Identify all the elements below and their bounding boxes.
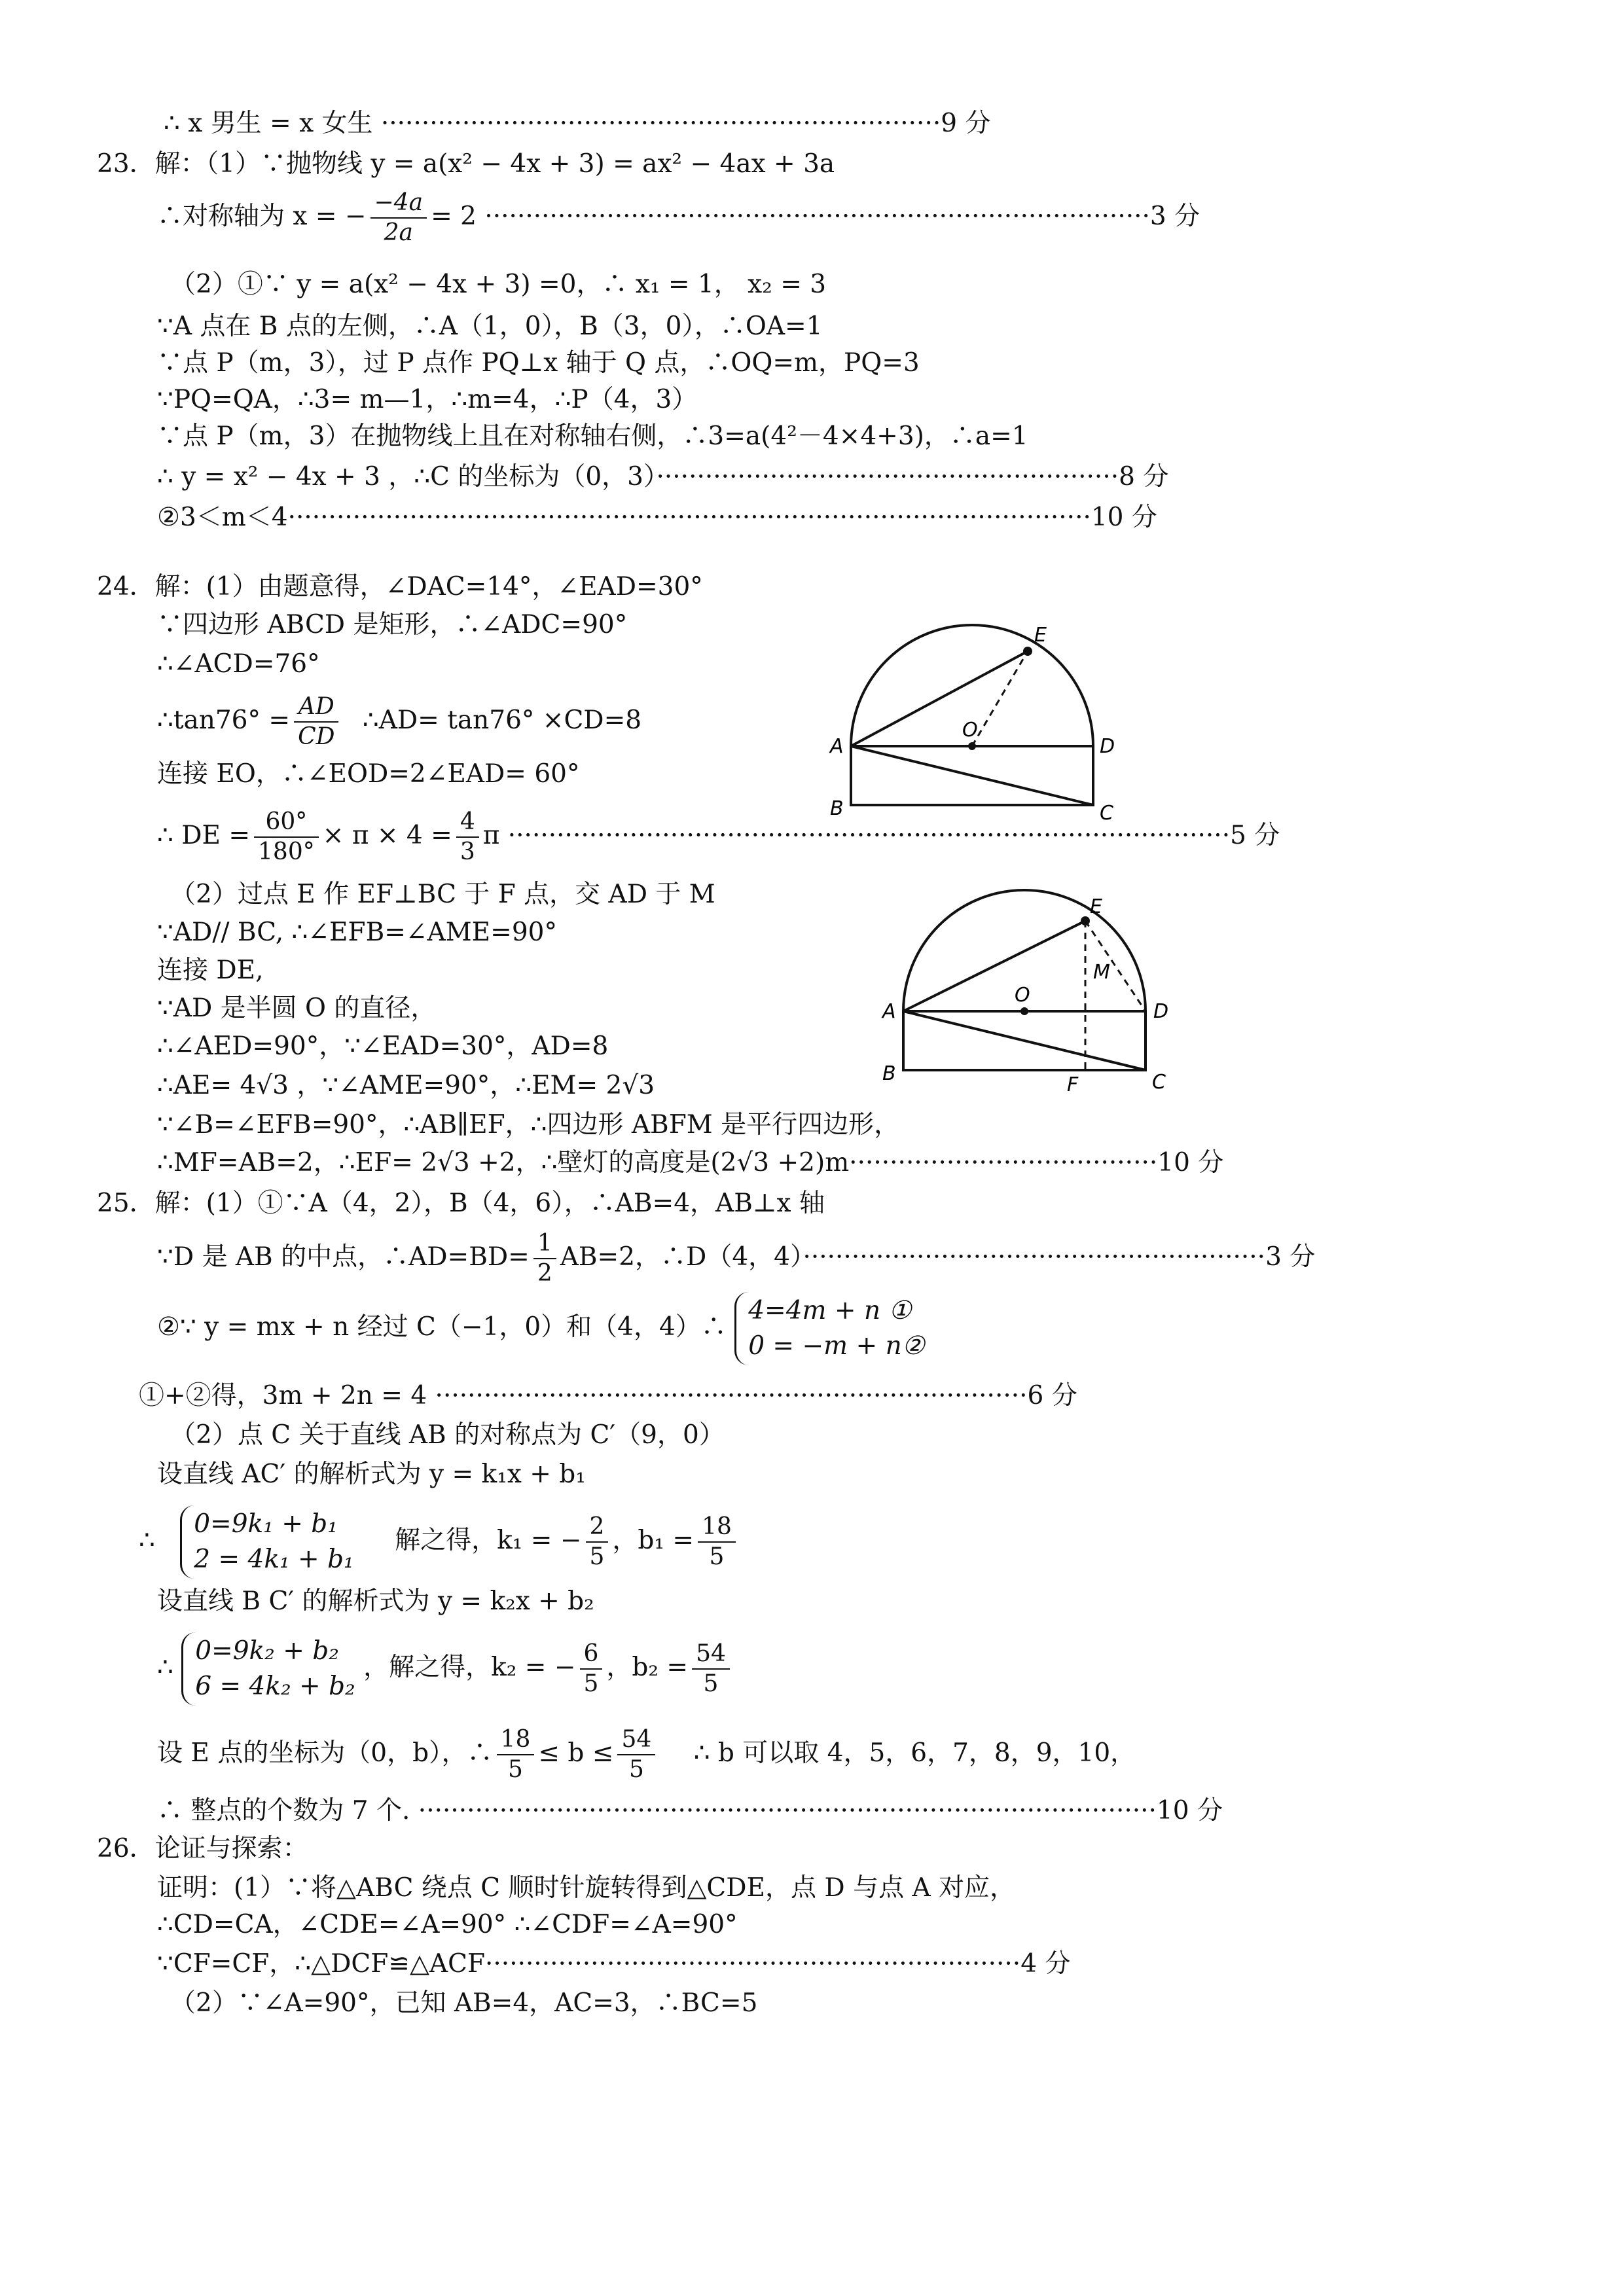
p26-line3: ∴CD=CA，∠CDE=∠A=90° ∴∠CDF=∠A=90° [157, 1910, 738, 1939]
fraction: $\frac{18}{5}$ [698, 1513, 736, 1571]
p25-part2: （2）点 C 关于直线 AB 的对称点为 C′（9，0） [170, 1420, 725, 1450]
p25-line-bc: 设直线 B C′ 的解析式为 y = k₂x + b₂ [157, 1587, 594, 1616]
p26-intro: 26．论证与探索： [97, 1834, 308, 1863]
p25-sum: ①+②得，3m + 2n = 4 ·········································································6 分 [139, 1381, 1077, 1410]
center-point [968, 742, 976, 750]
p26-line5: （2）∵∠A=90°，已知 AB=4，AC=3，∴BC=5 [170, 1988, 758, 2018]
p25-system1: ②∵ y = mx + n 经过 C（−1，0）和（4，4）∴ 4=4m + n ① 0 = −m + n② [157, 1292, 925, 1365]
fraction: $\frac{6}{5}$ [580, 1640, 603, 1698]
fraction: $\frac{2}{5}$ [586, 1513, 609, 1571]
p24-line14: ∴MF=AB=2，∴EF= 2√3 +2，∴壁灯的高度是(2√3 +2)m······································10 分 [157, 1148, 1224, 1177]
p23-axis-line: ∴对称轴为 x = − $\frac{-4a}{2a}$ = 2 ··················································································3 分 [157, 189, 1200, 246]
label-a: A [882, 1000, 896, 1023]
equation-system: 0=9k₁ + b₁ 2 = 4k₁ + b₁ [180, 1505, 353, 1579]
fraction: $\frac{60^\circ}{180^\circ}$ [254, 808, 319, 867]
p25-count: ∴ 整点的个数为 7 个. ···························································································10 分 [157, 1796, 1223, 1825]
p24-line10: ∵AD 是半圆 O 的直径， [157, 994, 437, 1023]
fraction: $\frac{AD}{CD}$ [294, 692, 338, 751]
p26-line2: 证明：(1）∵将△ABC 绕点 C 顺时针旋转得到△CDE，点 D 与点 A 对应， [157, 1873, 1016, 1903]
p23-line10: ②3＜m＜4···································································································10 分 [157, 503, 1157, 532]
label-f: F [1067, 1073, 1079, 1096]
segment-ac [903, 1011, 1146, 1070]
equation-system: 0=9k₂ + b₂ 6 = 4k₂ + b₂ [181, 1632, 355, 1706]
p24-line11: ∴∠AED=90°，∵∠EAD=30°，AD=8 [157, 1031, 609, 1061]
fraction: $\frac{54}{5}$ [692, 1640, 730, 1698]
label-e: E [1090, 895, 1102, 918]
p23-line9: ∴ y = x² − 4x + 3 ，∴C 的坐标为（0，3）·························································8 分 [157, 462, 1169, 492]
p24-line3: ∴∠ACD=76° [157, 649, 320, 679]
label-o: O [1015, 984, 1030, 1007]
p24-line5: 连接 EO，∴∠EOD=2∠EAD= 60° [157, 759, 580, 789]
p24-line9: 连接 DE, [157, 956, 264, 985]
p24-line13: ∵∠B=∠EFB=90°，∴AB∥EF，∴四边形 ABFM 是平行四边形， [157, 1110, 900, 1139]
label-c: C [1100, 802, 1113, 825]
label-d: D [1153, 1000, 1169, 1023]
p25-system3: ∴ 0=9k₂ + b₂ 6 = 4k₂ + b₂ ，解之得，k₂ = − $\frac{6}{5}$ ，b₂ = $\frac{54}{5}$ [157, 1632, 734, 1706]
label-c: C [1152, 1071, 1166, 1094]
label-e: E [1034, 624, 1047, 647]
center-point [1020, 1007, 1028, 1015]
point-e [1081, 916, 1090, 925]
p24-line2: ∵四边形 ABCD 是矩形，∴∠ADC=90° [157, 610, 628, 639]
p24-line8: ∵AD// BC, ∴∠EFB=∠AME=90° [157, 918, 557, 947]
p23-part2: （2）①∵ y = a(x² − 4x + 3) =0，∴ x₁ = 1， x₂ = 3 [170, 270, 827, 299]
point-e [1023, 647, 1032, 656]
label-m: M [1093, 961, 1110, 984]
label-b: B [882, 1062, 896, 1085]
p23-line6: ∵点 P（m，3），过 P 点作 PQ⊥x 轴于 Q 点，∴OQ=m，PQ=3 [157, 348, 920, 378]
fraction: $\frac{1}{2}$ [533, 1229, 556, 1288]
label-d: D [1100, 735, 1115, 758]
segment-ac [851, 746, 1093, 805]
figure-semicircle-2 [871, 880, 1185, 1096]
label-a: A [830, 735, 844, 758]
p25-system2: ∴ 0=9k₁ + b₁ 2 = 4k₁ + b₁ 解之得，k₁ = − $\frac{2}{5}$ ，b₁ = $\frac{18}{5}$ [139, 1505, 740, 1579]
label-b: B [830, 797, 844, 820]
p23-line7: ∵PQ=QA，∴3= m—1，∴m=4，∴P（4，3） [157, 385, 698, 414]
p25-intro: 25．解：(1）①∵A（4，2），B（4，6），∴AB=4，AB⊥x 轴 [97, 1189, 825, 1218]
p24-arc-line: ∴ DE = $\frac{60^\circ}{180^\circ}$ × π × 4 = $\frac{4}{3}$ π ·························································································5 分 [157, 808, 1280, 865]
p23-intro: 23．解：（1）∵抛物线 y = a(x² − 4x + 3) = ax² − 4ax + 3a [97, 149, 835, 179]
p23-line8: ∵点 P（m，3）在抛物线上且在对称轴右侧，∴3=a(4²－4×4+3)，∴a=1 [157, 422, 1028, 451]
fraction: $\frac{18}{5}$ [497, 1725, 535, 1784]
p26-line4: ∵CF=CF，∴△DCF≌△ACF··································································4 分 [157, 1949, 1071, 1979]
fraction: $\frac{-4a}{2a}$ [370, 188, 427, 247]
figure-semicircle-1 [818, 615, 1132, 831]
line-xbar-equal: ∴ x 男生 = x 女生 ·····································································9 分 [164, 109, 991, 138]
fraction: $\frac{54}{5}$ [617, 1725, 655, 1784]
p23-line5: ∵A 点在 B 点的左侧，∴A（1，0），B（3，0），∴OA=1 [157, 312, 823, 341]
fraction: $\frac{4}{3}$ [456, 808, 479, 867]
p25-midpoint: ∵D 是 AB 的中点，∴AD=BD= $\frac{1}{2}$ AB=2，∴D（4，4）·························································3 分 [157, 1230, 1316, 1287]
p24-part2: （2）过点 E 作 EF⊥BC 于 F 点，交 AD 于 M [170, 880, 715, 909]
p24-intro: 24．解：(1）由题意得，∠DAC=14°，∠EAD=30° [97, 572, 703, 601]
label-o: O [962, 719, 978, 742]
p25-line-ac: 设直线 AC′ 的解析式为 y = k₁x + b₁ [157, 1460, 586, 1489]
p24-line12: ∴AE= 4√3 ，∵∠AME=90°，∴EM= 2√3 [157, 1071, 655, 1100]
equation-system: 4=4m + n ① 0 = −m + n② [734, 1292, 925, 1365]
segment-ae [851, 651, 1028, 746]
p25-range: 设 E 点的坐标为（0，b），∴ $\frac{18}{5}$ ≤ b ≤ $\frac{54}{5}$ ∴ b 可以取 4，5，6，7，8，9，10， [157, 1726, 1136, 1783]
p24-tan-line: ∴tan76° = $\frac{AD}{CD}$ ∴AD= tan76° ×CD=8 [157, 693, 642, 750]
